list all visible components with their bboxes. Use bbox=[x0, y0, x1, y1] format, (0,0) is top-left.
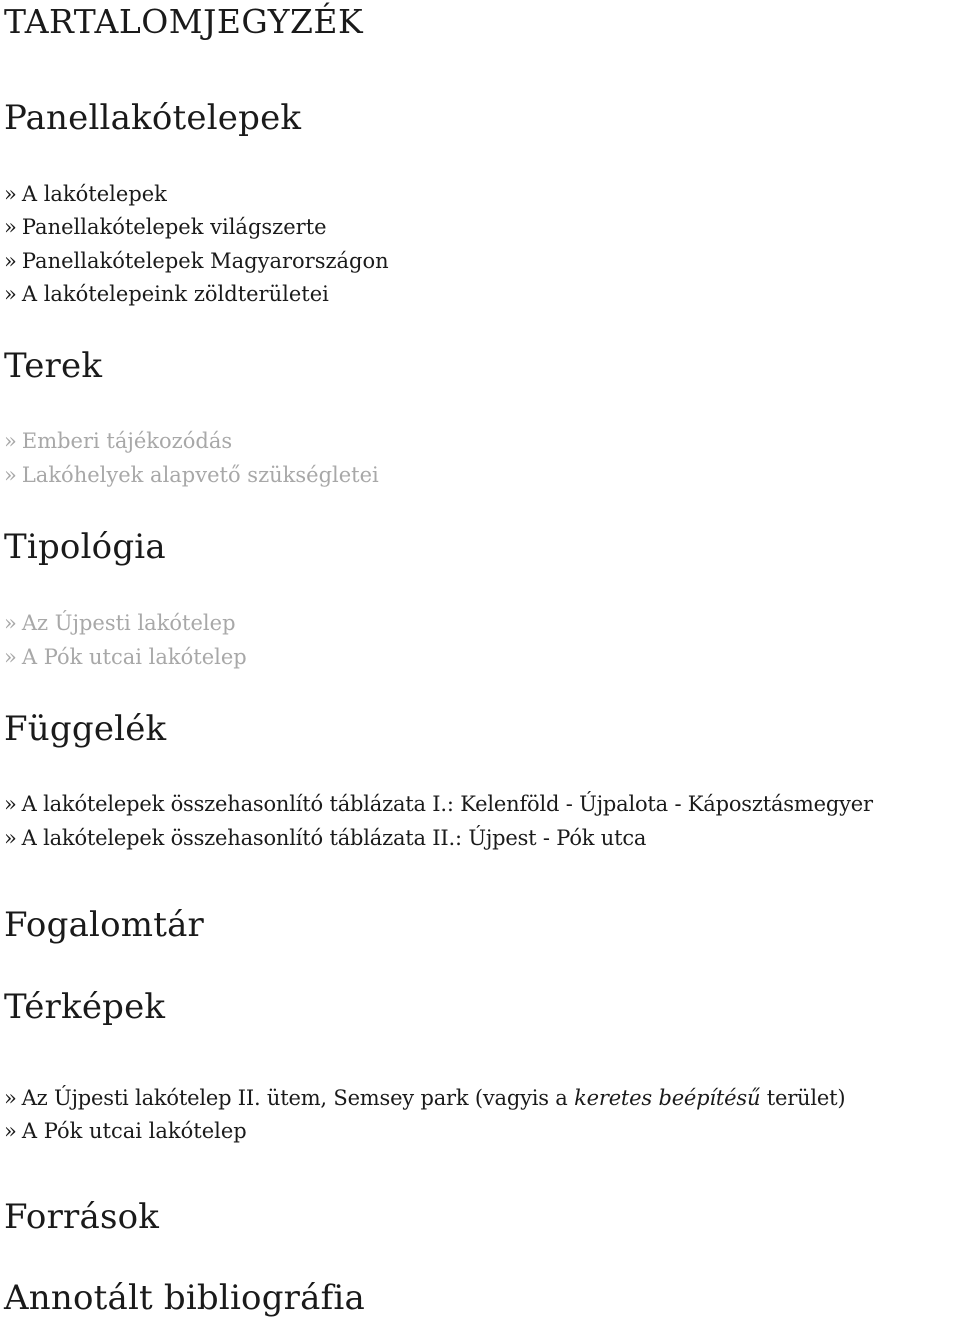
section-title-annotalt-bibliografia[interactable]: Annotált bibliográfia bbox=[4, 1278, 365, 1318]
toc-link-label: A lakótelepeink zöldterületei bbox=[21, 282, 329, 306]
toc-link-pok-utcai-lakotelep[interactable] bbox=[4, 645, 247, 669]
toc-link-lakohelyek-szuksegletei[interactable] bbox=[4, 463, 379, 487]
bullet-icon: » bbox=[4, 463, 17, 487]
toc-link-label: Lakóhelyek alapvető szükségletei bbox=[21, 463, 379, 487]
section-title-terkepek: Térképek bbox=[4, 987, 166, 1027]
toc-link-ujpesti-lakotelep[interactable] bbox=[4, 611, 236, 635]
toc-link-label: Emberi tájékozódás bbox=[21, 429, 233, 453]
toc-link-label: A lakótelepek összehasonlító táblázata I.: Kelenföld - Újpalota - Káposztásmegyer bbox=[21, 792, 873, 816]
toc-link-label-after: terület) bbox=[760, 1086, 846, 1110]
section-title-panellakotelepek: Panellakótelepek bbox=[4, 98, 302, 138]
section-title-terek: Terek bbox=[4, 346, 103, 386]
bullet-icon: » bbox=[4, 429, 17, 453]
toc-link-osszehasonlito-tablazat-1[interactable] bbox=[4, 792, 873, 816]
toc-link-label: A Pók utcai lakótelep bbox=[21, 645, 247, 669]
toc-link-label: A Pók utcai lakótelep bbox=[21, 1119, 247, 1143]
bullet-icon: » bbox=[4, 1119, 17, 1143]
toc-link-label-emphasis: keretes beépítésű bbox=[574, 1086, 761, 1110]
bullet-icon: » bbox=[4, 611, 17, 635]
section-title-forrasok[interactable]: Források bbox=[4, 1197, 160, 1237]
toc-link-label: A lakótelepek bbox=[21, 182, 167, 206]
toc-link-label: A lakótelepek összehasonlító táblázata II.: Újpest - Pók utca bbox=[21, 826, 647, 850]
toc-link-lakotelepeink-zoldteruletei[interactable] bbox=[4, 282, 329, 306]
bullet-icon: » bbox=[4, 645, 17, 669]
toc-link-pok-utcai-lakotelep-map[interactable] bbox=[4, 1119, 247, 1143]
bullet-icon: » bbox=[4, 215, 17, 239]
toc-link-a-lakotelepek[interactable] bbox=[4, 182, 167, 206]
toc-link-label: Az Újpesti lakótelep bbox=[21, 611, 236, 635]
toc-link-panellakotelepek-magyarorszagon[interactable] bbox=[4, 249, 389, 273]
toc-link-label-before: Az Újpesti lakótelep II. ütem, Semsey park (vagyis a bbox=[21, 1086, 575, 1110]
page-title: TARTALOMJEGYZÉK bbox=[4, 2, 364, 41]
section-title-fogalomtar[interactable]: Fogalomtár bbox=[4, 905, 205, 945]
toc-link-ujpesti-lakotelep-ii-utem[interactable] bbox=[4, 1086, 845, 1110]
toc-link-label: Panellakótelepek világszerte bbox=[21, 215, 327, 239]
bullet-icon: » bbox=[4, 1086, 17, 1110]
bullet-icon: » bbox=[4, 249, 17, 273]
bullet-icon: » bbox=[4, 282, 17, 306]
toc-link-label: Panellakótelepek Magyarországon bbox=[21, 249, 389, 273]
section-title-tipologia: Tipológia bbox=[4, 527, 166, 567]
toc-link-osszehasonlito-tablazat-2[interactable] bbox=[4, 826, 646, 850]
bullet-icon: » bbox=[4, 182, 17, 206]
bullet-icon: » bbox=[4, 826, 17, 850]
toc-link-emberi-tajekozodas[interactable] bbox=[4, 429, 232, 453]
section-title-fuggelek: Függelék bbox=[4, 709, 167, 749]
bullet-icon: » bbox=[4, 792, 17, 816]
toc-link-panellakotelepek-vilagszerte[interactable] bbox=[4, 215, 327, 239]
